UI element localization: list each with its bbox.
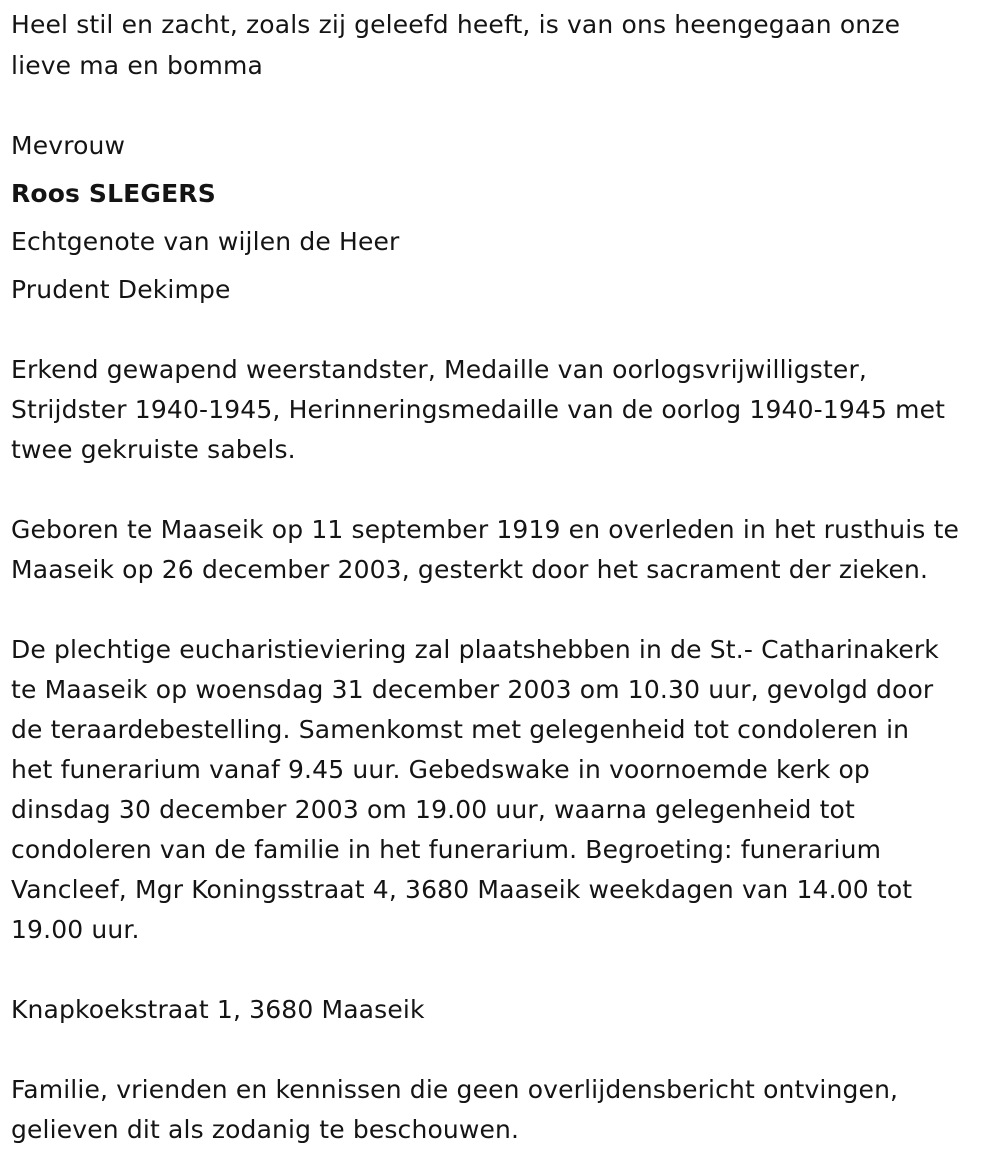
birth-death-line-2: Maaseik op 26 december 2003, gesterkt door het sacrament der zieken. <box>11 555 929 584</box>
ceremony-line-6: condoleren van de familie in het funerarium. Begroeting: funerarium <box>11 835 882 864</box>
relation-line: Echtgenote van wijlen de Heer <box>11 227 400 256</box>
honours-line-2: Strijdster 1940-1945, Herinneringsmedaille van de oorlog 1940-1945 met <box>11 395 946 424</box>
opening-line-1: Heel stil en zacht, zoals zij geleefd heeft, is van ons heengegaan onze <box>11 10 901 39</box>
closing-line-2: gelieven dit als zodanig te beschouwen. <box>11 1115 520 1144</box>
closing-line-1: Familie, vrienden en kennissen die geen overlijdensbericht ontvingen, <box>11 1075 899 1104</box>
ceremony-line-8: 19.00 uur. <box>11 915 140 944</box>
honours-line-3: twee gekruiste sabels. <box>11 435 296 464</box>
ceremony-line-4: het funerarium vanaf 9.45 uur. Gebedswake in voornoemde kerk op <box>11 755 870 784</box>
opening-line-2: lieve ma en bomma <box>11 51 263 80</box>
birth-death-line-1: Geboren te Maaseik op 11 september 1919 en overleden in het rusthuis te <box>11 515 960 544</box>
spouse-name: Prudent Dekimpe <box>11 275 231 304</box>
ceremony-line-7: Vancleef, Mgr Koningsstraat 4, 3680 Maaseik weekdagen van 14.00 tot <box>11 875 913 904</box>
ceremony-line-3: de teraardebestelling. Samenkomst met gelegenheid tot condoleren in <box>11 715 910 744</box>
honours-line-1: Erkend gewapend weerstandster, Medaille van oorlogsvrijwilligster, <box>11 355 867 384</box>
ceremony-line-5: dinsdag 30 december 2003 om 19.00 uur, waarna gelegenheid tot <box>11 795 855 824</box>
salutation: Mevrouw <box>11 131 126 160</box>
ceremony-line-2: te Maaseik op woensdag 31 december 2003 om 10.30 uur, gevolgd door <box>11 675 934 704</box>
deceased-name: Roos SLEGERS <box>11 179 216 208</box>
home-address: Knapkoekstraat 1, 3680 Maaseik <box>11 995 425 1024</box>
ceremony-line-1: De plechtige eucharistieviering zal plaatshebben in de St.- Catharinakerk <box>11 635 939 664</box>
